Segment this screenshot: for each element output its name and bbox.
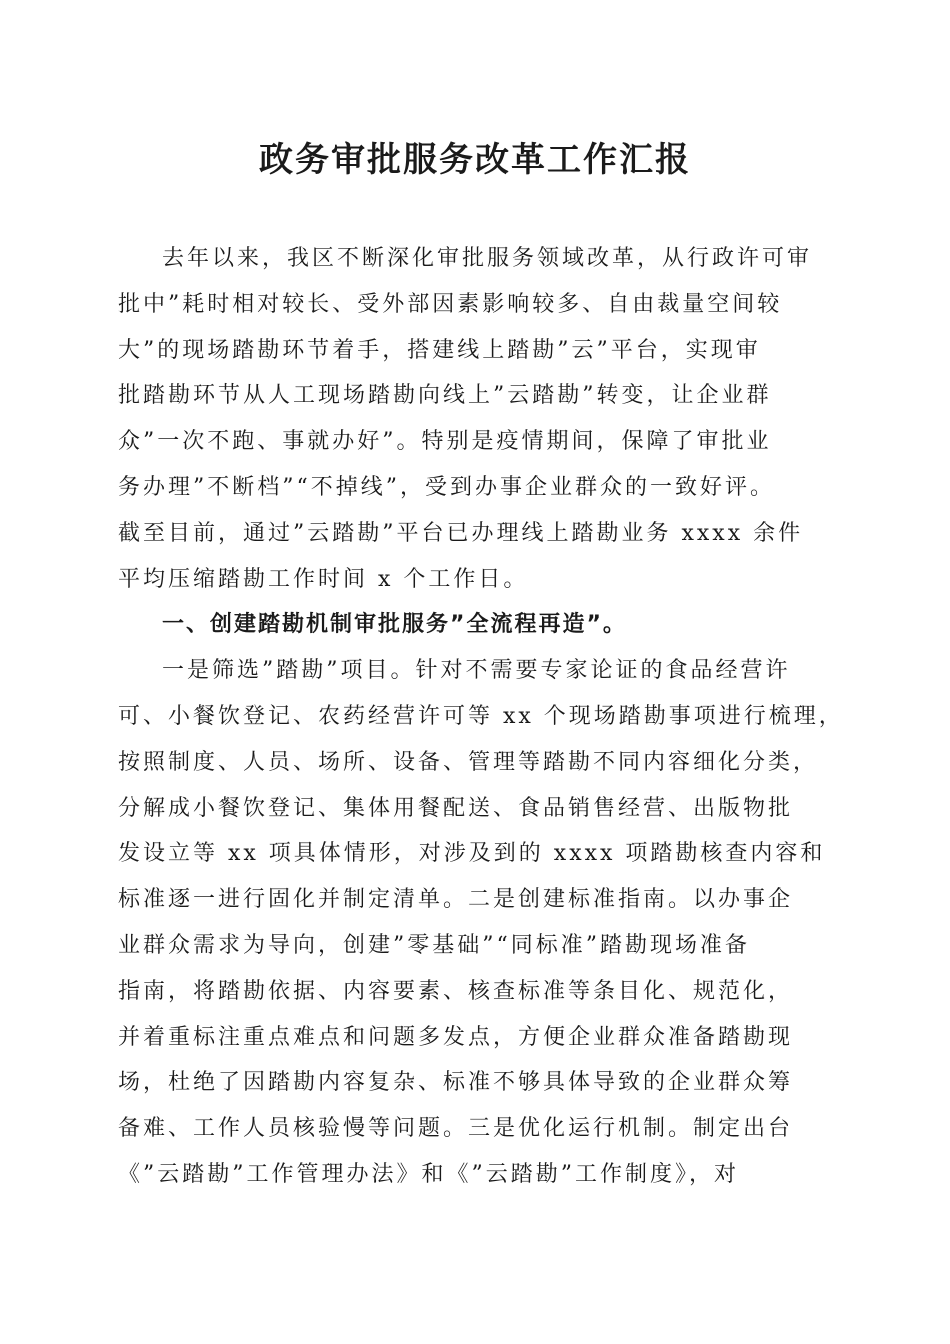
paragraph-line: 《”云踏勘”工作管理办法》和《”云踏勘”工作制度》，对 [118, 1161, 739, 1187]
paragraph-line: 业群众需求为导向，创建”零基础”“同标准”踏勘现场准备 [118, 932, 750, 958]
paragraph-line: 发设立等 xx 项具体情形，对涉及到的 xxxx 项踏勘核查内容和 [118, 841, 826, 867]
paragraph-line: 截至目前，通过”云踏勘”平台已办理线上踏勘业务 xxxx 余件 [118, 520, 804, 546]
document-title: 政务审批服务改革工作汇报 [259, 140, 691, 180]
paragraph-line: 一是筛选”踏勘”项目。针对不需要专家论证的食品经营许 [162, 658, 791, 684]
section-heading: 一、创建踏勘机制审批服务”全流程再造”。 [162, 612, 627, 638]
paragraph-line: 并着重标注重点难点和问题多发点，方便企业群众准备踏勘现 [118, 1024, 794, 1050]
paragraph-line: 按照制度、人员、场所、设备、管理等踏勘不同内容细化分类， [118, 749, 819, 775]
paragraph-line: 去年以来，我区不断深化审批服务领域改革，从行政许可审 [162, 246, 813, 271]
paragraph-line: 指南，将踏勘依据、内容要素、核查标准等条目化、规范化， [118, 978, 794, 1004]
paragraph-line: 批踏勘环节从人工现场踏勘向线上”云踏勘”转变，让企业群 [118, 383, 772, 409]
paragraph-line: 众”一次不跑、事就办好”。特别是疫情期间，保障了审批业 [118, 429, 772, 455]
paragraph-line: 场，杜绝了因踏勘内容复杂、标准不够具体导致的企业群众筹 [118, 1070, 794, 1096]
paragraph-line: 平均压缩踏勘工作时间 x 个工作日。 [118, 566, 529, 592]
paragraph-line: 可、小餐饮登记、农药经营许可等 xx 个现场踏勘事项进行梳理， [118, 703, 844, 729]
paragraph-line: 批中”耗时相对较长、受外部因素影响较多、自由裁量空间较 [118, 291, 783, 317]
paragraph-line: 大”的现场踏勘环节着手，搭建线上踏勘”云”平台，实现审 [118, 337, 761, 363]
document-body [118, 236, 844, 1198]
paragraph-line: 备难、工作人员核验慢等问题。三是优化运行机制。制定出台 [118, 1116, 794, 1142]
paragraph-line: 务办理”不断档”“不掉线”，受到办事企业群众的一致好评。 [118, 474, 775, 500]
paragraph-line: 分解成小餐饮登记、集体用餐配送、食品销售经营、出版物批 [118, 795, 794, 821]
paragraph-line: 标准逐一进行固化并制定清单。二是创建标准指南。以办事企 [118, 887, 794, 913]
